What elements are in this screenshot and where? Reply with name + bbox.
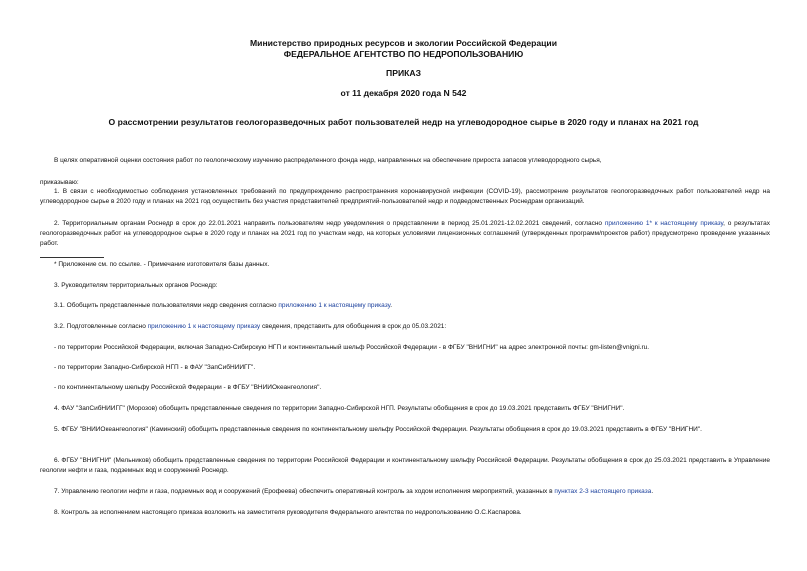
ministry-name: Министерство природных ресурсов и экологии Российской Федерации bbox=[250, 38, 557, 48]
agency-name: ФЕДЕРАЛЬНОЕ АГЕНТСТВО ПО НЕДРОПОЛЬЗОВАНИЮ bbox=[283, 49, 524, 59]
paragraph-8: 8. Контроль за исполнением настоящего приказа возложить на заместителя руководителя Федерального агентства по недропользованию О.С.Каспарова. bbox=[54, 509, 522, 516]
appendix-link[interactable]: приложению 1 к настоящему приказу bbox=[147, 323, 261, 330]
clauses-link[interactable]: пунктах 2-3 настоящего приказа bbox=[554, 488, 652, 495]
bullet-2: - по территории Западно-Сибирской НГП - в ФАУ "ЗапСибНИИГГ". bbox=[54, 364, 256, 371]
paragraph-5: 5. ФГБУ "ВНИИОкеангеология" (Каминский) обобщить представленные сведения по континентальному шельфу Российской Федерации. Результаты обобщения в срок до 19.03.2021 представить в ФГБУ "ВНИГНИ". bbox=[54, 426, 702, 433]
appendix-link[interactable]: приложению 1 к настоящему приказу bbox=[278, 302, 391, 309]
paragraph-2-text-a: 2. Территориальным органам Роснедр в срок до 22.01.2021 направить пользователям недр уведомления о представлении в период 25.01.2021-12.02.2021 сведений, согласно bbox=[54, 220, 605, 227]
appendix-link[interactable]: приложению 1* к настоящему приказу bbox=[604, 220, 724, 227]
paragraph-4: 4. ФАУ "ЗапСибНИИГГ" (Морозов) обобщить представленные сведения по территории Западно-Сибирской НГП. Результаты обобщения в срок до 19.03.2021 представить ФГБУ "ВНИГНИ". bbox=[54, 405, 625, 412]
paragraph-7-text-b: . bbox=[651, 488, 654, 495]
intro-paragraph: В целях оперативной оценки состояния работ по геологическому изучению распределенного фонда недр, направленных на обеспечение прироста запасов углеводородного сырья, bbox=[54, 157, 602, 164]
paragraph-6: 6. ФГБУ "ВНИГНИ" (Мельников) обобщить представленные сведения по территории Российской Федерации и континентальному шельфу Российской Федерации. Результаты обобщения в срок до 25.03.2021 представить в Управление геологии нефти и газа, подземных вод и сооружений Роснедр. bbox=[40, 457, 770, 474]
bullet-1: - по территории Российской Федерации, включая Западно-Сибирскую НГП и континентальный шельф Российской Федерации - в ФГБУ "ВНИГНИ" на адрес электронной почты: gm-listen@vnigni.ru. bbox=[54, 344, 650, 351]
paragraph-1: 1. В связи с необходимостью соблюдения установленных требований по предупреждению распространения коронавирусной инфекции (COVID-19), рассмотрение результатов геологоразведочных работ пользователей недр на углеводородное сырье в 2020 году и планах на 2021 год осуществить без участия представителей предприятий-пользователей недр и подведомственных Роснедрам организаций. bbox=[40, 188, 770, 205]
paragraph-3-2-text-b: сведения, представить для обобщения в срок до 05.03.2021: bbox=[260, 323, 447, 330]
bullet-3: - по континентальному шельфу Российской Федерации - в ФГБУ "ВНИИОкеангеология". bbox=[54, 384, 322, 391]
doc-title: О рассмотрении результатов геологоразведочных работ пользователей недр на углеводородное сырье в 2020 году и планах на 2021 год bbox=[108, 117, 699, 127]
header-block bbox=[0, 38, 807, 60]
paragraph-2-text-b: , о результатах геологоразведочных работ на углеводородное сырье в 2020 году и планах на 2021 год по участкам недр, на которых условиями лицензионных соглашений (утвержденных программ/проектов работ) предусмотрено проведение указанных работ. bbox=[40, 220, 771, 247]
doc-date-number: от 11 декабря 2020 года N 542 bbox=[340, 88, 467, 98]
footnote-divider bbox=[40, 257, 104, 258]
paragraph-3-1-text-a: 3.1. Обобщить представленные пользователями недр сведения согласно bbox=[54, 302, 279, 309]
paragraph-3-1 bbox=[40, 301, 770, 311]
order-word: приказываю: bbox=[40, 179, 79, 186]
footnote: * Приложение см. по ссылке. - Примечание изготовителя базы данных. bbox=[54, 261, 270, 268]
paragraph-3-1-text-b: . bbox=[390, 302, 393, 309]
paragraph-3-2-text-a: 3.2. Подготовленные согласно bbox=[54, 323, 148, 330]
paragraph-7 bbox=[40, 487, 770, 497]
paragraph-7-text-a: 7. Управлению геологии нефти и газа, подземных вод и сооружений (Ерофеева) обеспечить оперативный контроль за ходом исполнения мероприятий, указанных в bbox=[54, 488, 555, 495]
paragraph-3: 3. Руководителям территориальных органов Роснедр: bbox=[54, 282, 218, 289]
paragraph-3-2 bbox=[40, 322, 770, 332]
doc-type: ПРИКАЗ bbox=[386, 68, 421, 78]
paragraph-2 bbox=[40, 219, 770, 249]
